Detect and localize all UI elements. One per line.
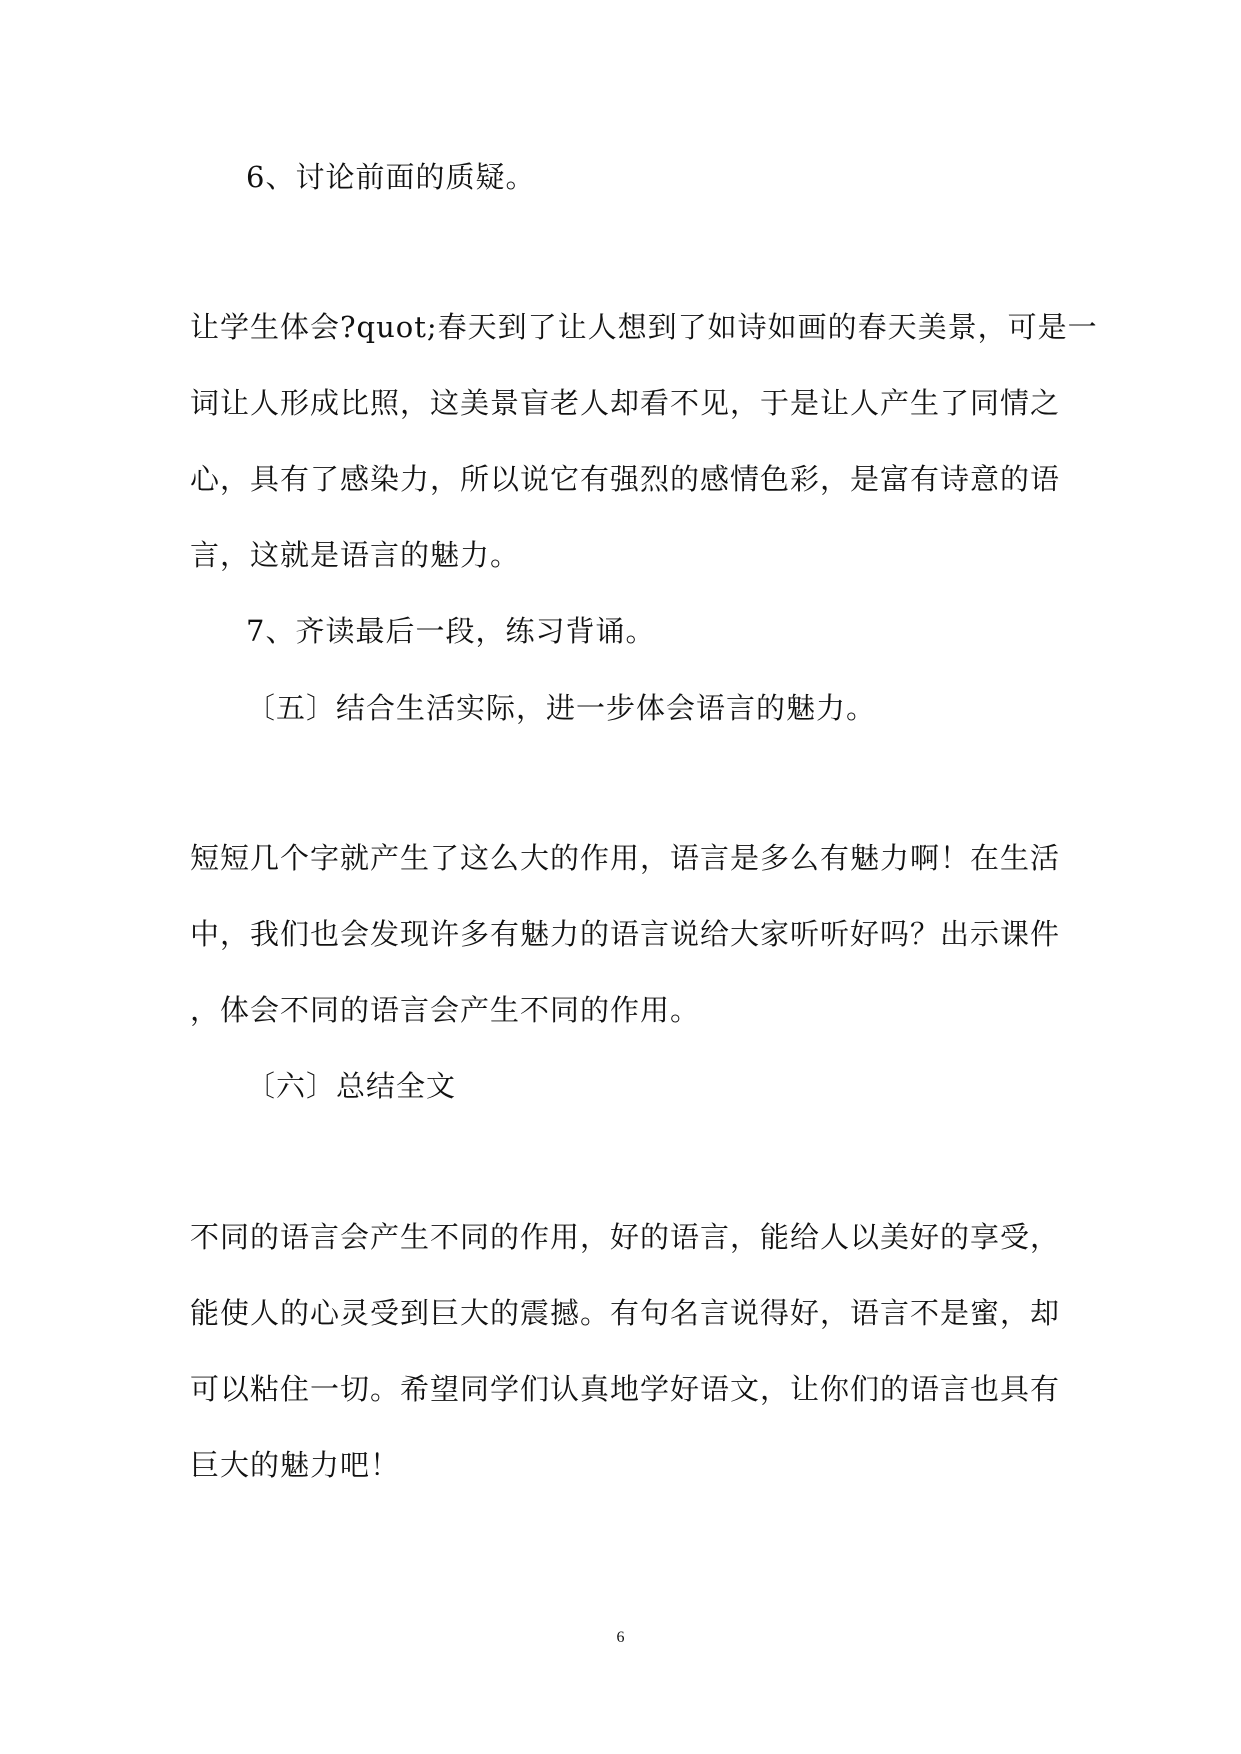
paragraph-line: ，体会不同的语言会产生不同的作用。 — [190, 993, 701, 1027]
paragraph-line: 中，我们也会发现许多有魅力的语言说给大家听听好吗？出示课件 — [190, 917, 1061, 951]
section-5-heading: 〔五〕结合生活实际，进一步体会语言的魅力。 — [246, 691, 877, 725]
paragraph-line: 言，这就是语言的魅力。 — [190, 538, 521, 572]
paragraph-line: 让学生体会?quot;春天到了让人想到了如诗如画的春天美景，可是一 — [190, 310, 1098, 344]
section-6-heading: 〔六〕总结全文 — [246, 1069, 457, 1103]
paragraph-line: 心，具有了感染力，所以说它有强烈的感情色彩，是富有诗意的语 — [190, 462, 1061, 496]
paragraph-line: 能使人的心灵受到巨大的震撼。有句名言说得好，语言不是蜜，却 — [190, 1296, 1061, 1330]
paragraph-line: 词让人形成比照，这美景盲老人却看不见，于是让人产生了同情之 — [190, 386, 1061, 420]
step-7-heading: 7、齐读最后一段，练习背诵。 — [246, 614, 656, 648]
step-6-heading: 6、讨论前面的质疑。 — [246, 160, 536, 194]
page-number: 6 — [616, 1629, 625, 1646]
paragraph-line: 可以粘住一切。希望同学们认真地学好语文，让你们的语言也具有 — [190, 1372, 1061, 1406]
paragraph-line: 短短几个字就产生了这么大的作用，语言是多么有魅力啊！在生活 — [190, 841, 1061, 875]
paragraph-line: 巨大的魅力吧！ — [190, 1448, 401, 1482]
paragraph-line: 不同的语言会产生不同的作用，好的语言，能给人以美好的享受， — [190, 1220, 1061, 1254]
